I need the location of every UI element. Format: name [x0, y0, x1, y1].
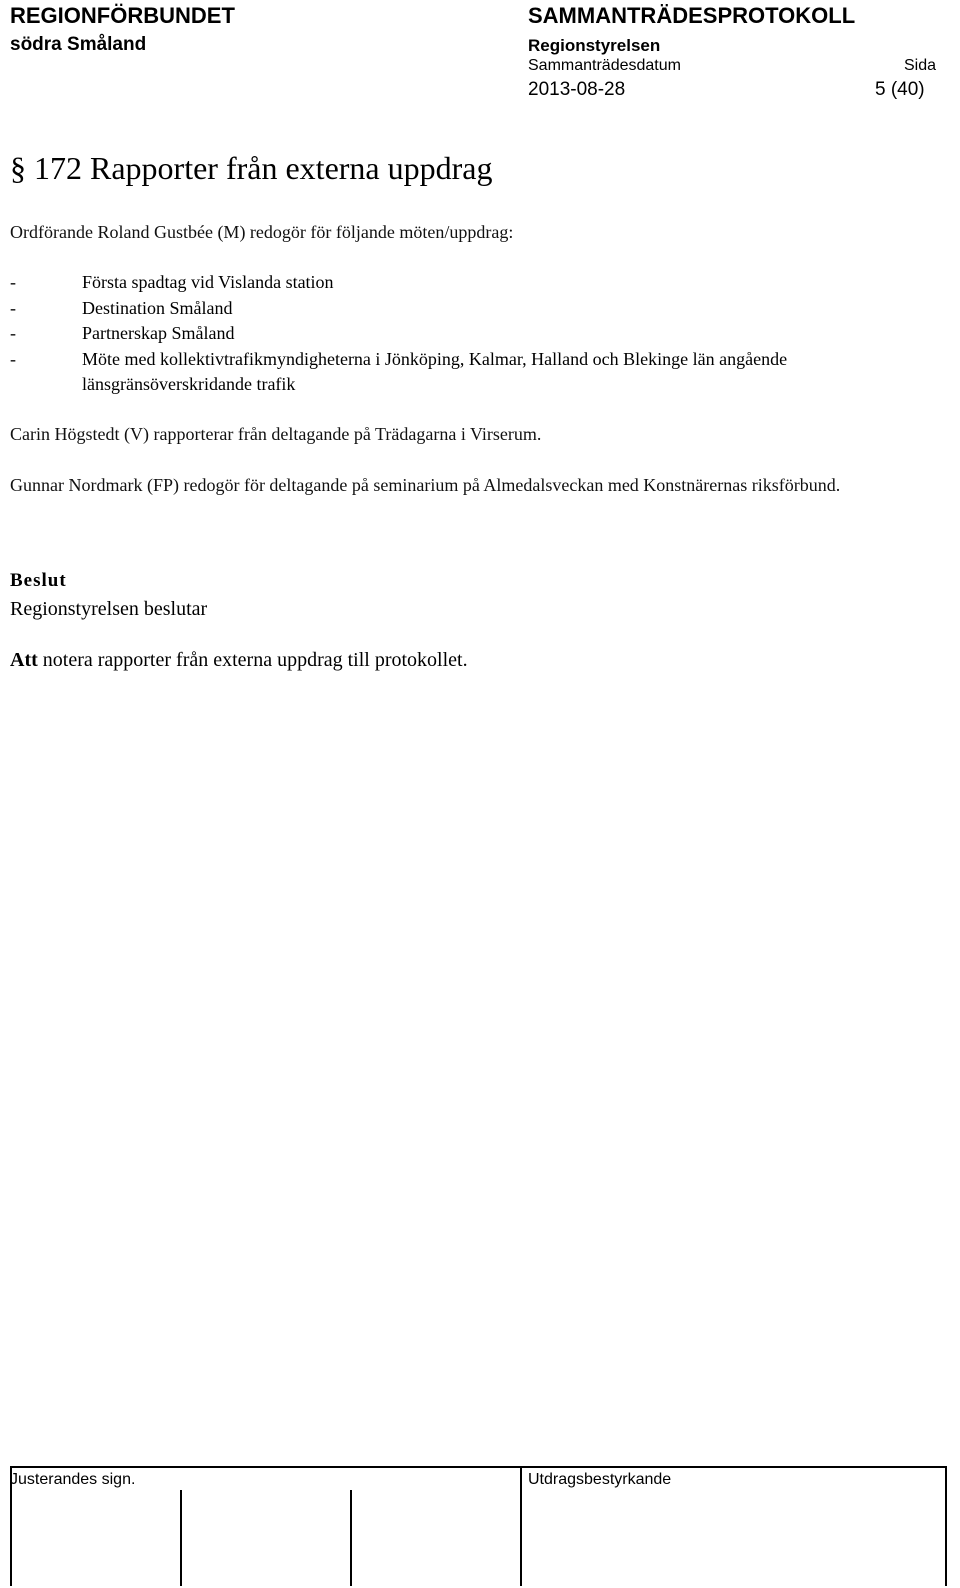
signature-field-line [180, 1490, 182, 1586]
list-item-text: Partnerskap Småland [82, 323, 235, 343]
document-type: SAMMANTRÄDESPROTOKOLL [528, 3, 856, 28]
page-number: 5 (40) [875, 79, 925, 100]
section-heading [10, 150, 492, 187]
list-dash: - [10, 272, 16, 292]
meeting-date-label: Sammanträdesdatum [528, 57, 681, 74]
signature-label: Justerandes sign. [10, 1471, 136, 1488]
organization-region: södra Småland [10, 34, 147, 55]
signature-box [10, 1466, 946, 1588]
intro-paragraph: Ordförande Roland Gustbée (M) redogör för följande möten/uppdrag: [10, 222, 514, 242]
signature-box-divider [520, 1466, 522, 1586]
signature-box-right-border [945, 1466, 947, 1586]
meeting-date: 2013-08-28 [528, 79, 626, 100]
list-item [10, 347, 912, 398]
list-item-text: Destination Småland [82, 297, 233, 318]
decision-heading: Beslut [10, 570, 67, 591]
section-title: 172 Rapporter från externa uppdrag [34, 150, 493, 186]
list-dash: - [10, 297, 16, 318]
page-label: Sida [904, 57, 937, 74]
decision-text: notera rapporter från externa uppdrag till protokollet. [37, 649, 468, 671]
meeting-list [10, 270, 912, 398]
decision-att: Att [10, 649, 38, 671]
list-dash: - [10, 348, 16, 369]
decision-statement [10, 649, 468, 672]
list-dash: - [10, 323, 16, 343]
governing-body: Regionstyrelsen [528, 36, 661, 55]
list-item [10, 296, 912, 322]
extract-certification-label: Utdragsbestyrkande [528, 1471, 672, 1488]
decision-body: Regionstyrelsen beslutar [10, 598, 208, 620]
signature-field-line [350, 1490, 352, 1586]
organization-name: REGIONFÖRBUNDET [10, 3, 235, 28]
report-paragraph-carin: Carin Högstedt (V) rapporterar från deltagande på Trädagarna i Virserum. [10, 424, 542, 444]
report-paragraph-gunnar: Gunnar Nordmark (FP) redogör för deltagande på seminarium på Almedalsveckan med Konstnärernas riksförbund. [10, 475, 841, 495]
list-item [10, 270, 912, 296]
list-item-text: Möte med kollektivtrafikmyndigheterna i Jönköping, Kalmar, Halland och Blekinge län angående länsgränsöverskridande trafik [82, 348, 788, 394]
list-item [10, 321, 912, 347]
paragraph-symbol: § [10, 150, 26, 186]
list-item-text: Första spadtag vid Vislanda station [82, 272, 334, 292]
